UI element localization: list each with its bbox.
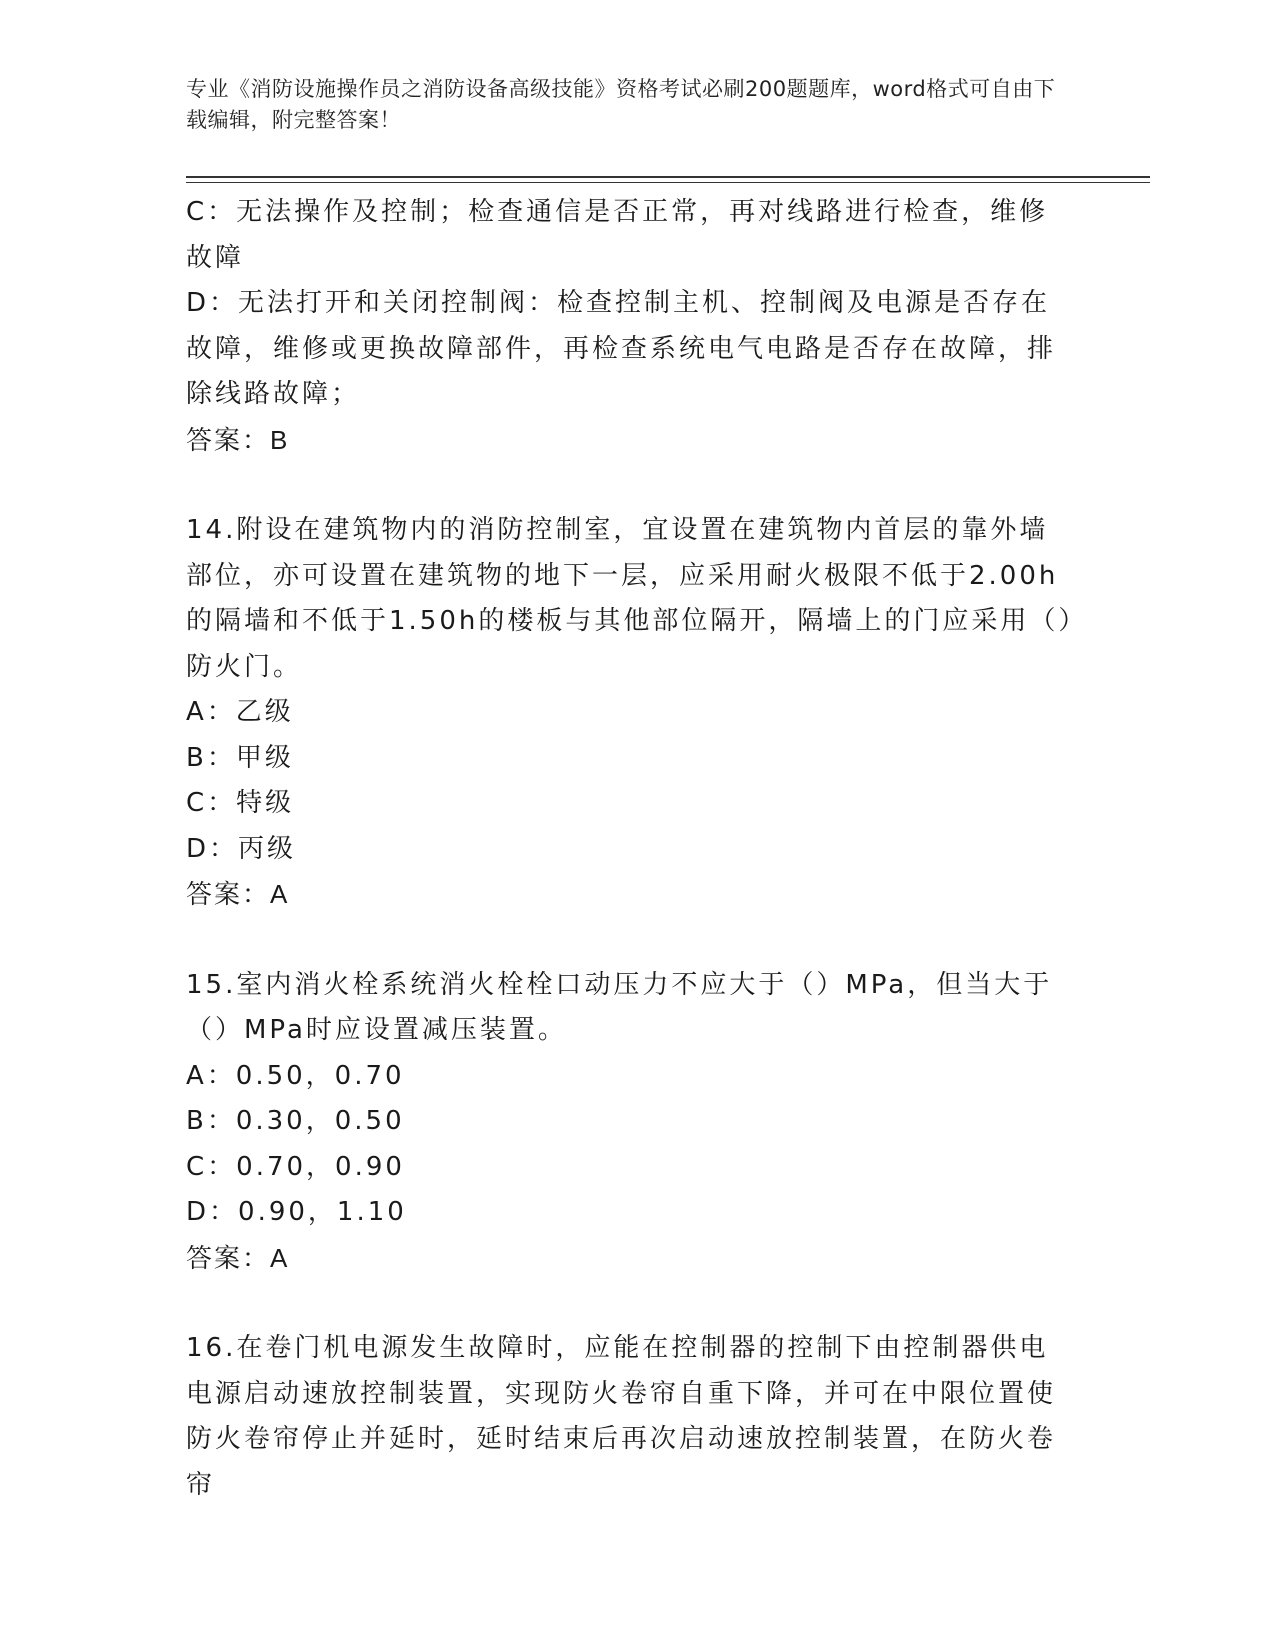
q15-option-c: C：0.70，0.90: [186, 1151, 405, 1182]
spacer: [186, 463, 1076, 508]
question-14: [186, 508, 1076, 918]
q15-option-d: D：0.90，1.10: [186, 1197, 407, 1227]
question-16: [186, 1326, 1076, 1508]
q16-stem: 16.在卷门机电源发生故障时，应能在控制器的控制下由控制器供电电源启动速放控制装置，实现防火卷帘自重下降，并可在中限位置使防火卷帘停止并延时，延时结束后再次启动速放控制装置，在防火卷帘: [186, 1333, 1057, 1500]
header-divider-thin: [186, 182, 1150, 183]
q13-answer: 答案：B: [186, 424, 290, 455]
q15-option-b: B：0.30，0.50: [186, 1106, 405, 1136]
q14-option-b: B：甲级: [186, 742, 294, 773]
spacer: [186, 1281, 1076, 1326]
spacer: [186, 918, 1076, 963]
q15-stem: 15.室内消火栓系统消火栓栓口动压力不应大于（）MPa，但当大于（）MPa时应设置减压装置。: [186, 969, 1053, 1045]
question-15: [186, 963, 1076, 1282]
header-divider-thick: [186, 176, 1150, 178]
q13-option-c: C：无法操作及控制；检查通信是否正常，再对线路进行检查，维修故障: [186, 197, 1049, 273]
q15-answer: 答案：A: [186, 1242, 290, 1273]
question-13-tail: [186, 190, 1076, 463]
q14-option-d: D：丙级: [186, 833, 297, 864]
page-header: 专业《消防设施操作员之消防设备高级技能》资格考试必刷200题题库，word格式可自由下载编辑，附完整答案！: [186, 77, 1056, 132]
q14-option-a: A：乙级: [186, 697, 294, 727]
q14-stem: 14.附设在建筑物内的消防控制室，宜设置在建筑物内首层的靠外墙部位，亦可设置在建筑物的地下一层，应采用耐火极限不低于2.00h的隔墙和不低于1.50h的楼板与其他部位隔开，隔墙上的门应采用（）防火门。: [186, 515, 1075, 682]
q14-answer: 答案：A: [186, 879, 290, 909]
q13-option-d: D：无法打开和关闭控制阀：检查控制主机、控制阀及电源是否存在故障，维修或更换故障部件，再检查系统电气电路是否存在故障，排除线路故障；: [186, 288, 1057, 409]
q15-option-a: A：0.50，0.70: [186, 1060, 405, 1091]
question-content: [186, 190, 1076, 1508]
q14-option-c: C：特级: [186, 788, 295, 818]
